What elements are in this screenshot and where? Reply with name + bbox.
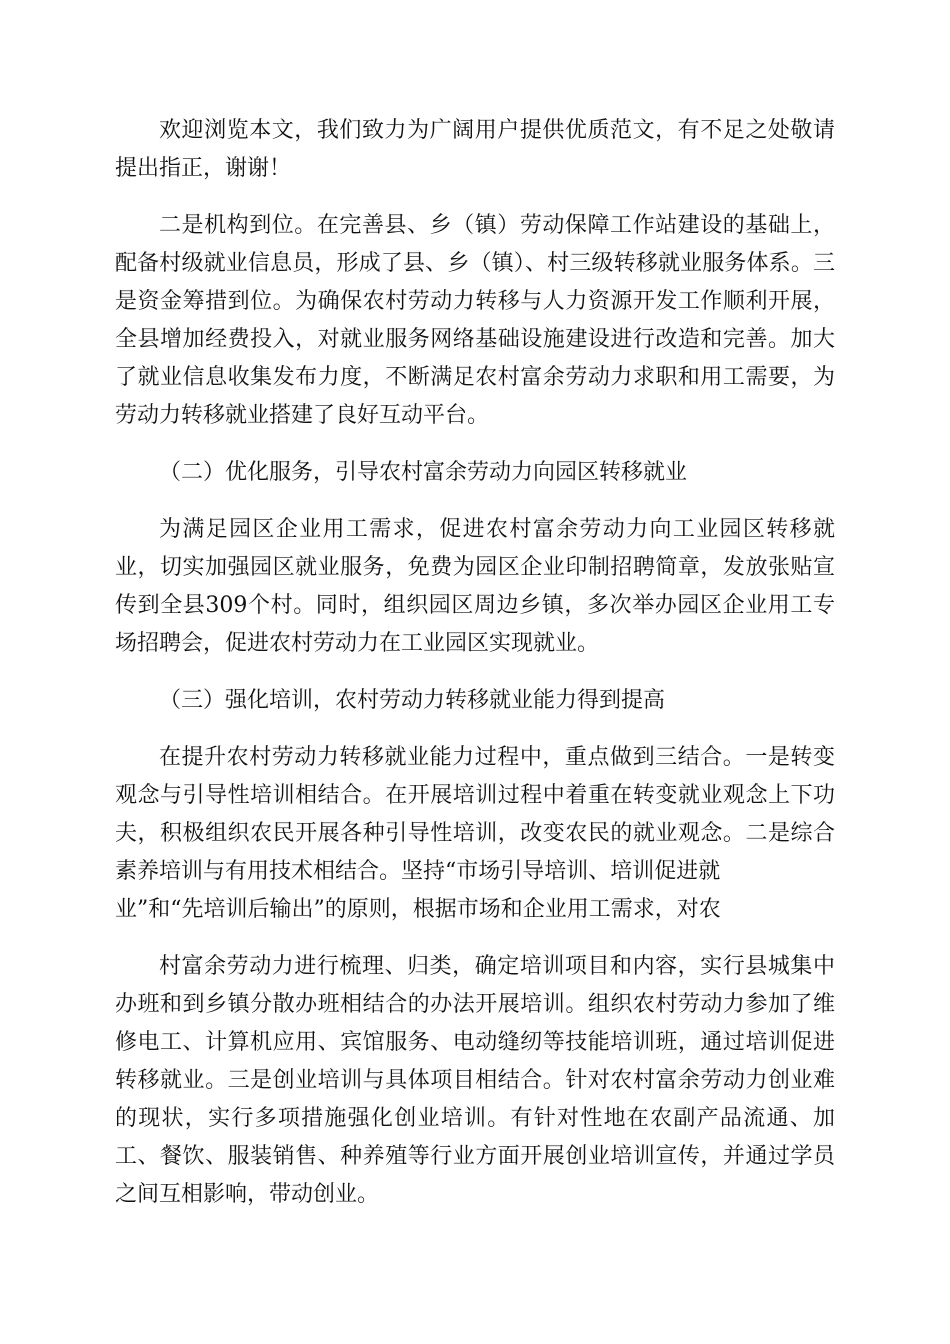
document-body <box>115 112 835 1233</box>
section-heading-2: （二）优化服务，引导农村富余劳动力向园区转移就业 <box>159 460 688 485</box>
section-heading-3: （三）强化培训，农村劳动力转移就业能力得到提高 <box>159 688 666 713</box>
body-paragraph-institutions: 二是机构到位。在完善县、乡（镇）劳动保障工作站建设的基础上，配备村级就业信息员，形成了县、乡（镇）、村三级转移就业服务体系。三是资金筹措到位。为确保农村劳动力转移与人力资源开发工作顺利开展，全县增加经费投入，对就业服务网络基础设施建设进行改造和完善。加大了就业信息收集发布力度，不断满足农村富余劳动力求职和用工需要，为劳动力转移就业搭建了良好互动平台。 <box>115 213 835 428</box>
intro-paragraph: 欢迎浏览本文，我们致力为广阔用户提供优质范文，有不足之处敬请提出指正，谢谢！ <box>115 118 835 181</box>
body-paragraph-park-services: 为满足园区企业用工需求，促进农村富余劳动力向工业园区转移就业，切实加强园区就业服务，免费为园区企业印制招聘简章，发放张贴宣传到全县309个村。同时，组织园区周边乡镇，多次举办园区企业用工专场招聘会，促进农村劳动力在工业园区实现就业。 <box>115 517 835 656</box>
body-paragraph-training-details: 村富余劳动力进行梳理、归类，确定培训项目和内容，实行县城集中办班和到乡镇分散办班相结合的办法开展培训。组织农村劳动力参加了维修电工、计算机应用、宾馆服务、电动缝纫等技能培训班，通过培训促进转移就业。三是创业培训与具体项目相结合。针对农村富余劳动力创业难的现状，实行多项措施强化创业培训。有针对性地在农副产品流通、加工、餐饮、服装销售、种养殖等行业方面开展创业培训宣传，并通过学员之间互相影响，带动创业。 <box>115 954 835 1207</box>
body-paragraph-training-continued: 业”和“先培训后输出”的原则，根据市场和企业用工需求，对农 <box>115 897 721 922</box>
body-paragraph-training: 在提升农村劳动力转移就业能力过程中，重点做到三结合。一是转变观念与引导性培训相结合。在开展培训过程中着重在转变就业观念上下功夫，积极组织农民开展各种引导性培训，改变农民的就业观念。二是综合素养培训与有用技术相结合。坚持“市场引导培训、培训促进就 <box>115 745 835 884</box>
